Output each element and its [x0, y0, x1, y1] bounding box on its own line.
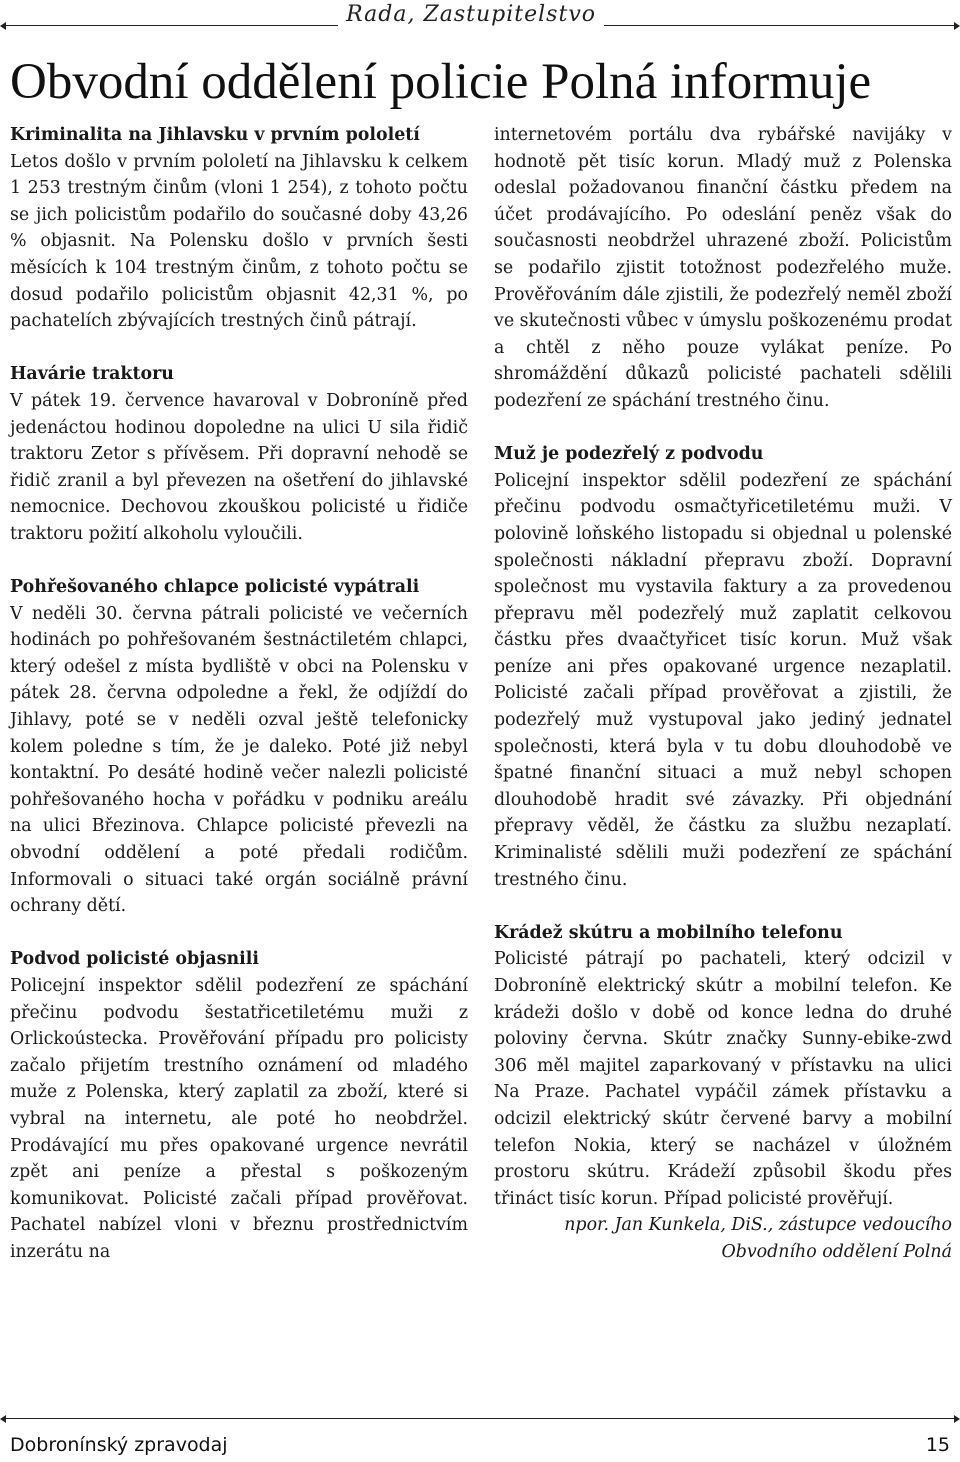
article-heading-missing-boy: Pohřešovaného chlapce policisté vypátrali [10, 577, 420, 598]
footer-rule [6, 1418, 954, 1419]
section-tag: Rada, Zastupitelstvo [338, 2, 604, 27]
article-heading-scooter-theft: Krádež skútru a mobilního telefonu [494, 922, 843, 943]
right-column [494, 122, 952, 1266]
article-body-scooter-theft: Policisté pátrají po pachateli, který odcizil v Dobroníně elektrický skútr a mobilní telefon. Ke krádeži došlo v době od konce ledna do druhé poloviny června. Skútr značky Sunny-ebike-zwd 306 měl majitel zaparkovaný v přístavku na ulici Na Praze. Pachatel vypáčil zámek přístavku a odcizil elektrický skútr červené barvy a mobilní telefon Nokia, který se nacházel v úložném prostoru skútru. Krádeží způsobil škodu přes třináct tisíc korun. Případ policisté prověřují. [494, 949, 952, 1209]
left-column [10, 122, 468, 1266]
article-heading-tractor-accident: Havárie traktoru [10, 364, 174, 385]
article-body-missing-boy: V neděli 30. června pátrali policisté ve večerních hodinách po pohřešovaném šestnáctiletém chlapci, který odešel z místa bydliště v obci na Polensku v pátek 28. června odpoledne a řekl, že odjíždí do Jihlavy, poté se v neděli ozval ještě telefonicky kolem poledne s tím, že je daleko. Poté již nebyl kontaktní. Po desáté hodině večer nalezli policisté pohřešovaného hocha v pořádku v podniku areálu na ulici Březinova. Chlapce policisté převezli na obvodní oddělení a poté předali rodičům. Informovali o situaci také orgán sociálně právní ochrany dětí. [10, 603, 468, 917]
publication-name: Dobronínský zpravodaj [10, 1434, 228, 1456]
article-heading-fraud-solved: Podvod policisté objasnili [10, 949, 259, 970]
signature-line-1: npor. Jan Kunkela, DiS., zástupce vedoucího [564, 1215, 952, 1236]
article-heading-crime-stats: Kriminalita na Jihlavsku v prvním pololetí [10, 125, 420, 145]
page-title: Obvodní oddělení policie Polná informuje [10, 54, 872, 110]
page-number: 15 [925, 1434, 950, 1456]
article-body-tractor-accident: V pátek 19. července havaroval v Dobroníně před jedenáctou hodinou dopoledne na ulici U sila řidič traktoru Zetor s přívěsem. Při dopravní nehodě se řidič zranil a byl převezen na ošetření do jihlavské nemocnice. Dechovou zkouškou policisté u řidiče traktoru požití alkoholu vyloučili. [10, 390, 468, 544]
article-body-fraud-solved: Policejní inspektor sdělil podezření ze spáchání přečinu podvodu šestatřicetiletému muži z Orlickoústecka. Prověřování případu pro policisty začalo přijetím trestního oznámení od mladého muže z Polenska, který zaplatil za zboží, které si vybral na internetu, ale poté ho neobdržel. Prodávající mu přes opakované urgence nevrátil zpět ani peníze a přestal s poškozeným komunikovat. Policisté začali případ prověřovat. Pachatel nabízel vloni v březnu prostřednictvím inzerátu na [10, 976, 468, 1262]
article-body-crime-stats: Letos došlo v prvním pololetí na Jihlavsku k celkem 1 253 trestným činům (vloni 1 254), z tohoto počtu se jich policistům podařilo do současné doby 43,26 % objasnit. Na Polensku došlo v prvních šesti měsících k 104 trestným činům, z tohoto počtu se dosud podařilo policistům objasnit 42,31 %, po pachatelích zbývajících trestných činů pátrají. [10, 151, 468, 332]
signature-line-2: Obvodního oddělení Polná [721, 1241, 952, 1262]
article-body-fraud-suspect: Policejní inspektor sdělil podezření ze spáchání přečinu podvodu osmačtyřicetiletému muži. V polovině loňského listopadu si objednal u polenské společnosti nákladní přepravu zboží. Dopravní společnost mu vystavila faktury a za provedenou přepravu měl podezřelý muž zaplatit celkovou částku přes dvaačtyřicet tisíc korun. Muž však peníze ani přes opakované urgence nezaplatil. Policisté začali případ prověřovat a zjistili, že podezřelý muž vystupoval jako jediný jednatel společnosti, která byla v tu dobu dlouhodobě ve špatné finanční situaci a muž nebyl schopen dlouhodobě hradit své závazky. Při objednání přepravy věděl, že částku za službu nezaplatí. Kriminalisté sdělili muži podezření ze spáchání trestného činu. [494, 470, 952, 890]
article-body-fraud-solved-continued: internetovém portálu dva rybářské navijáky v hodnotě pět tisíc korun. Mladý muž z Polenska odeslal požadovanou finanční částku předem na účet prodávajícího. Po odeslání peněz však do současnosti neobdržel uhrazené zboží. Policistům se podařilo zjistit totožnost podezřelého muže. Prověřováním dále zjistili, že podezřelý neměl zboží ve skutečnosti vůbec v úmyslu poškozenému prodat a chtěl z něho pouze vylákat peníze. Po shromáždění důkazů policisté pachateli sdělili podezření ze spáchání trestného činu. [494, 125, 952, 411]
article-heading-fraud-suspect: Muž je podezřelý z podvodu [494, 444, 764, 465]
